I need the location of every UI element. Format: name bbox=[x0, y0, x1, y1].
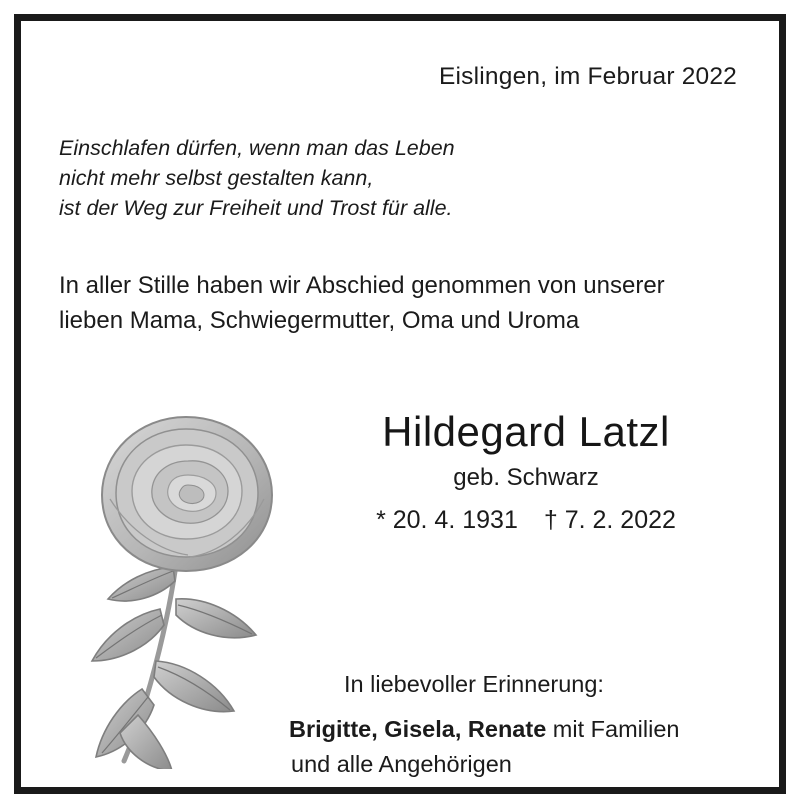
closing-line-1: In liebevoller Erinnerung: bbox=[344, 671, 604, 697]
rose-illustration-icon bbox=[76, 399, 296, 769]
intro-line-2: lieben Mama, Schwiegermutter, Oma und Uroma bbox=[59, 307, 580, 334]
closing-block bbox=[289, 667, 769, 781]
relatives-suffix: mit Familien bbox=[546, 716, 680, 742]
death-date: † 7. 2. 2022 bbox=[543, 506, 676, 534]
verse-line-2: nicht mehr selbst gestalten kann, bbox=[59, 166, 374, 190]
deceased-maiden-name: geb. Schwarz bbox=[453, 464, 599, 491]
verse-line-3: ist der Weg zur Freiheit und Trost für alle. bbox=[59, 196, 453, 220]
deceased-block bbox=[291, 406, 761, 535]
verse-line-1: Einschlafen dürfen, wenn man das Leben bbox=[59, 136, 455, 160]
intro-block bbox=[59, 268, 665, 338]
obituary-content bbox=[21, 21, 779, 787]
deceased-dates bbox=[291, 506, 761, 535]
closing-line-2 bbox=[289, 711, 769, 747]
place-and-date: Eislingen, im Februar 2022 bbox=[439, 63, 737, 90]
verse-block bbox=[59, 133, 455, 223]
obituary-frame bbox=[14, 14, 786, 794]
intro-line-1: In aller Stille haben wir Abschied genommen von unserer bbox=[59, 272, 665, 299]
relative-names: Brigitte, Gisela, Renate bbox=[289, 716, 547, 742]
closing-line-3: und alle Angehörigen bbox=[291, 751, 512, 777]
birth-date: * 20. 4. 1931 bbox=[376, 506, 518, 534]
deceased-name: Hildegard Latzl bbox=[382, 408, 670, 455]
